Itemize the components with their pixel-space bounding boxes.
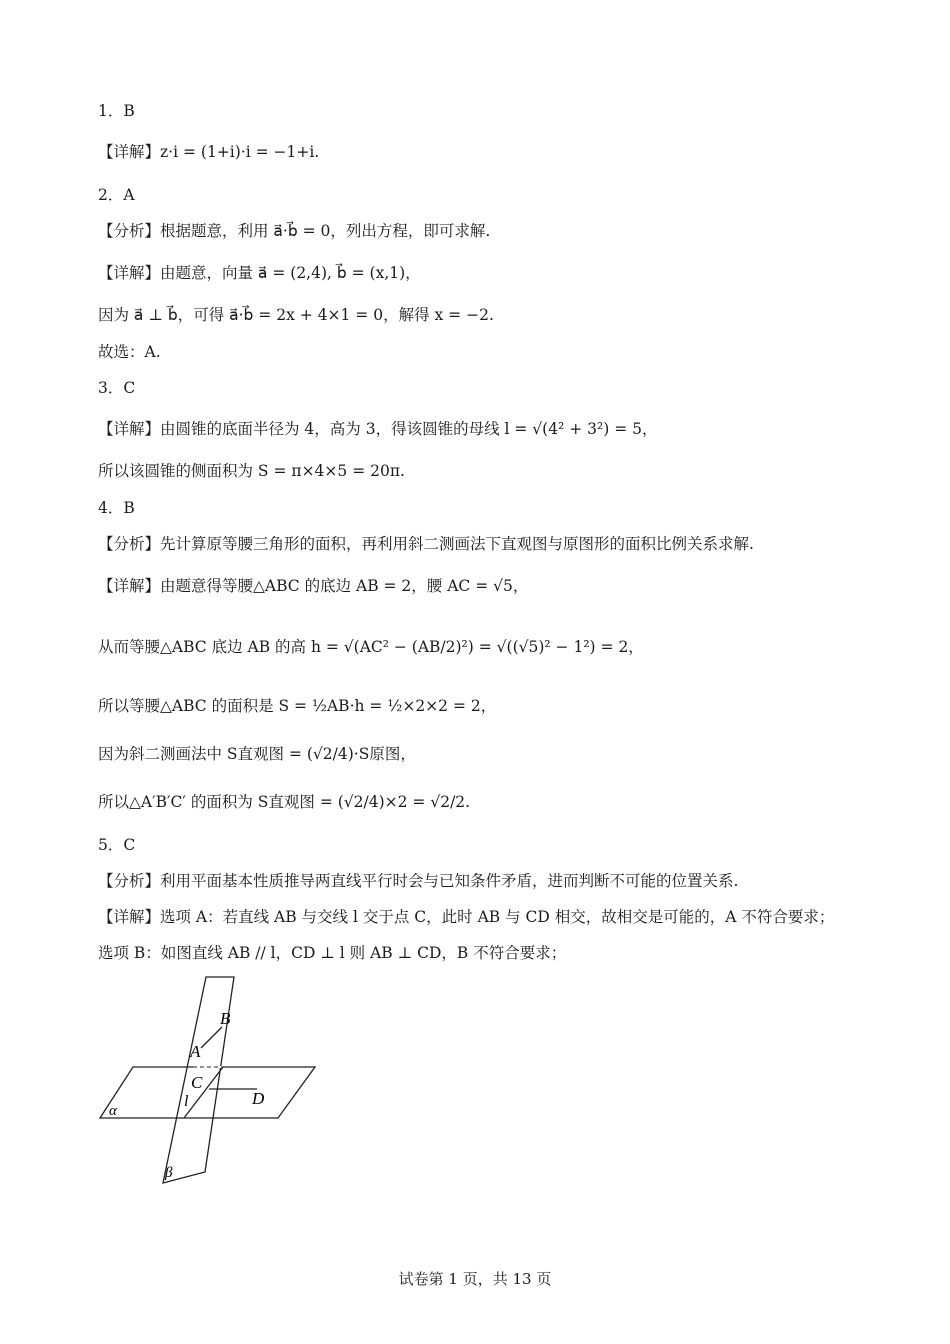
text-line: 【详解】由圆锥的底面半径为 4，高为 3，得该圆锥的母线 l = √(4² + 3²) = 5， xyxy=(98,420,658,438)
page-footer: 试卷第 1 页，共 13 页 xyxy=(398,1270,552,1288)
text-line: 【详解】由题意得等腰△ABC 的底边 AB = 2，腰 AC = √5， xyxy=(98,577,529,595)
text-line: 所以等腰△ABC 的面积是 S = ½AB·h = ½×2×2 = 2， xyxy=(98,697,497,715)
text-line: 选项 B：如图直线 AB // l，CD ⊥ l 则 AB ⊥ CD，B 不符合要求； xyxy=(98,944,567,962)
text-line: 故选：A. xyxy=(98,343,161,361)
label-a: A xyxy=(190,1042,201,1061)
text-line: 【详解】选项 A：若直线 AB 与交线 l 交于点 C，此时 AB 与 CD 相交，故相交是可能的，A 不符合要求； xyxy=(98,908,835,926)
text-line: 2．A xyxy=(98,186,135,204)
label-beta: β xyxy=(165,1165,173,1181)
text-line: 【详解】由题意，向量 a⃗ = (2,4), b⃗ = (x,1)， xyxy=(98,264,421,282)
text-line: 4．B xyxy=(98,499,135,517)
text-line: 【分析】根据题意，利用 a⃗·b⃗ = 0，列出方程，即可求解. xyxy=(98,222,491,240)
label-d: D xyxy=(252,1089,265,1108)
segment-ab xyxy=(201,1027,222,1048)
text-line: 所以△A′B′C′ 的面积为 S直观图 = (√2/4)×2 = √2/2. xyxy=(98,793,471,811)
text-line: 【详解】z·i = (1+i)·i = −1+i. xyxy=(98,143,320,161)
label-alpha: α xyxy=(109,1103,117,1119)
label-c: C xyxy=(191,1073,203,1092)
plane-alpha xyxy=(100,1067,315,1118)
text-line: 3．C xyxy=(98,379,136,397)
plane-intersection-figure xyxy=(95,975,335,1190)
label-l: l xyxy=(184,1093,189,1110)
label-b: B xyxy=(220,1009,231,1028)
text-line: 从而等腰△ABC 底边 AB 的高 h = √(AC² − (AB/2)²) = √((√5)² − 1²) = 2， xyxy=(98,638,644,656)
text-line: 因为斜二测画法中 S直观图 = (√2/4)·S原图， xyxy=(98,745,416,763)
text-line: 【分析】利用平面基本性质推导两直线平行时会与已知条件矛盾，进而判断不可能的位置关系. xyxy=(98,872,739,890)
text-line: 5．C xyxy=(98,836,136,854)
text-line: 【分析】先计算原等腰三角形的面积，再利用斜二测画法下直观图与原图形的面积比例关系求解. xyxy=(98,535,754,553)
text-line: 1．B xyxy=(98,102,135,120)
text-line: 所以该圆锥的侧面积为 S = π×4×5 = 20π. xyxy=(98,462,405,480)
text-line: 因为 a⃗ ⊥ b⃗，可得 a⃗·b⃗ = 2x + 4×1 = 0，解得 x = −2. xyxy=(98,306,494,324)
